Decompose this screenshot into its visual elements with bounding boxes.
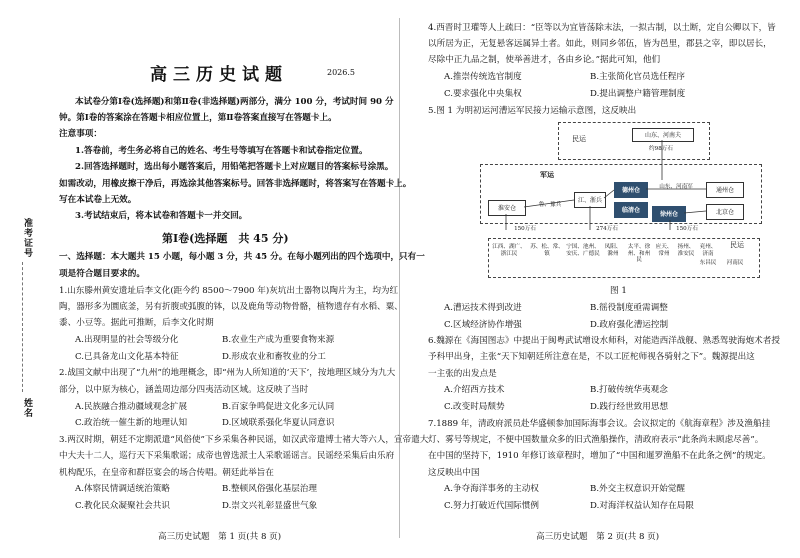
huaian-granary: 淮安仓 — [488, 200, 526, 216]
question-1-text: 黍、小豆等。据此可推断，后李文化时期 — [59, 318, 214, 328]
notes-line: 3.考试结束后，将本试卷和答题卡一并交回。 — [75, 211, 248, 221]
question-4-text: 4.西晋时卫瓘等人上疏曰：“臣等以为宜皆荡除末法，一拟古制，以土断，定自公卿以下，皆 — [428, 23, 776, 33]
question-3-text: 中大夫十二人，巡行天下采集歌谣；成帝也曾选派士人采歌谣谣言。民谣经采集后由乐府 — [59, 451, 395, 461]
q3-option-a[interactable]: A.体察民情调适统治策略 — [75, 484, 170, 494]
amount-98: 约98万石 — [649, 146, 673, 152]
section-title: 第Ⅰ卷(选择题 共 45 分) — [162, 232, 289, 245]
page-footer: 高三历史试题 第 2 页(共 8 页) — [536, 532, 660, 542]
exam-date: 2026.5 — [327, 68, 355, 77]
beijing-granary: 北京仓 — [706, 204, 744, 220]
linqing-granary: 临清仓 — [614, 202, 648, 218]
q4-option-d[interactable]: D.提出调整户籍管理制度 — [590, 89, 686, 99]
figure-caption: 图 1 — [610, 286, 627, 296]
q7-option-b[interactable]: B.外交主权意识开始觉醒 — [590, 484, 685, 494]
page-2 — [400, 0, 800, 558]
q1-option-b[interactable]: B.农业生产成为重要食物来源 — [222, 335, 335, 345]
q5-option-a[interactable]: A.漕运技术得到改进 — [444, 303, 522, 313]
lu-yu-soldiers: 鲁、豫兵 — [538, 202, 562, 208]
question-5-text: 5.图 1 为明初运河漕运军民接力运输示意图，这反映出 — [428, 106, 637, 116]
notes-line: 1.答卷前，考生务必将自己的姓名、考生号等填写在答题卡和试卷指定位置。 — [75, 146, 368, 156]
q4-option-b[interactable]: B.主张简化官员选任程序 — [590, 72, 685, 82]
xuzhou-granary: 徐州仓 — [652, 206, 686, 222]
notes-line: 2.回答选择题时，选出每小题答案后，用铅笔把答题卡上对应题目的答案标号涂黑。 — [75, 162, 394, 172]
question-7-text: 在中国的坚持下，1910 年修订该章程时，增加了“中国和暹罗渔船不在此条之例”的规定。 — [428, 451, 771, 461]
bottom-civil-transport-label: 民运 — [730, 241, 744, 249]
shandong-henan-soldiers: 山东、河南军 — [659, 184, 693, 190]
name-label: 姓名 — [22, 398, 32, 418]
question-7-text: 7.1889 年，清政府派员赴华盛顿参加国际海事会议。会议拟定的《航海章程》涉及渔船挂 — [428, 419, 771, 429]
region-cell: 凤阳、滁州 — [604, 244, 622, 257]
region-cell: 扬州、淮安民 — [677, 244, 695, 257]
amount-150-right: 150万石 — [676, 226, 698, 232]
q1-option-c[interactable]: C.已具备龙山文化基本特征 — [75, 352, 179, 362]
q2-option-b[interactable]: B.百家争鸣促进文化多元认同 — [222, 402, 335, 412]
q6-option-c[interactable]: C.改变时局颓势 — [444, 402, 505, 412]
region-cell: 太平、徐州、和州民 — [627, 244, 651, 263]
q7-option-d[interactable]: D.对海洋权益认知存在局限 — [590, 501, 694, 511]
region-cell: 宁国、池州、安庆、广德民 — [566, 244, 600, 257]
q3-option-c[interactable]: C.教化民众凝聚社会共识 — [75, 501, 170, 511]
notes-line: 钟。第Ⅰ卷的答案涂在答题卡相应位置上，第Ⅱ卷答案直接写在答题卡上。 — [59, 113, 337, 123]
question-4-text: 以所居为正，无复悬客远属异土者。如此，则同乡邻伍，皆为邑里，郡县之宰，即以居长， — [428, 39, 772, 49]
shandong-henan-laborers-box: 山东、河南夫 — [632, 128, 694, 142]
q2-option-a[interactable]: A.民族融合推动疆域观念扩展 — [75, 402, 188, 412]
q5-option-c[interactable]: C.区域经济协作增强 — [444, 320, 522, 330]
question-6-text: 6.魏源在《海国图志》中提出于闽粤武试增设水师科，对能造西洋战舰、熟悉驾驶海炮术者授 — [428, 336, 780, 346]
q1-option-a[interactable]: A.出现明显的社会等级分化 — [75, 335, 179, 345]
q3-option-d[interactable]: D.崇文兴礼彰显盛世气象 — [222, 501, 318, 511]
q2-option-c[interactable]: C.政治统一催生新的地理认知 — [75, 418, 188, 428]
q2-option-d[interactable]: D.区域联系强化华夏认同意识 — [222, 418, 335, 428]
q5-option-d[interactable]: D.政府强化漕运控制 — [590, 320, 669, 330]
bottom-civil-transport-group — [488, 238, 760, 278]
exam-number-label: 准考证号 — [22, 218, 32, 258]
question-7-text: 灯、雾号等规定，不便中国数量众多的旧式渔船操作，清政府表示“此条尚未顾虑尽善”。 — [428, 435, 764, 445]
question-2-text: 部分，以中原为核心，涵盖周边部分四夷活动区域。这反映了当时 — [59, 385, 309, 395]
q7-option-c[interactable]: C.努力打破近代国际惯例 — [444, 501, 539, 511]
question-7-text: 这反映出中国 — [428, 468, 480, 478]
dezhou-granary: 德州仓 — [614, 182, 648, 198]
amount-150-left: 150万石 — [514, 226, 536, 232]
canal-transport-diagram — [480, 120, 780, 278]
question-6-text: 一主张的出发点是 — [428, 369, 497, 379]
q7-option-a[interactable]: A.争夺海洋事务的主动权 — [444, 484, 539, 494]
q1-option-d[interactable]: D.形成农业和畜牧业的分工 — [222, 352, 326, 362]
question-2-text: 2.战国文献中出现了“九州”的地理概念，即“州为人所知道的‘天下’，按地理区域分为九大 — [59, 368, 396, 378]
exam-title: 高三历史试题 — [150, 65, 288, 85]
tongzhou-granary: 通州仓 — [706, 182, 744, 198]
notes-line: 本试卷分第Ⅰ卷(选择题)和第Ⅱ卷(非选择题)两部分，满分 100 分，考试时间 90 分 — [75, 97, 394, 107]
notes-heading: 注意事项： — [59, 129, 102, 139]
region-cell: 兖州、济南 — [699, 244, 717, 257]
amount-274: 274万石 — [596, 226, 618, 232]
q6-option-a[interactable]: A.介绍西方技术 — [444, 385, 505, 395]
notes-line: 写在本试卷上无效。 — [59, 195, 137, 205]
q6-option-b[interactable]: B.打破传统华夷观念 — [590, 385, 668, 395]
q4-option-a[interactable]: A.推崇传统选官制度 — [444, 72, 522, 82]
q3-option-b[interactable]: B.整顿风俗强化基层治理 — [222, 484, 317, 494]
question-1-text: 1.山东滕州黄安遗址后李文化(距今约 8500～7900 年)灰坑出土器物以陶片为主，均为红 — [59, 286, 399, 296]
q6-option-d[interactable]: D.践行经世致用思想 — [590, 402, 669, 412]
question-6-text: 予科甲出身，主张“天下知朝廷所注意在是，不以工匠柁师视各骑射之下”。魏源提出这 — [428, 352, 755, 362]
region-cell: 江西、湖广、浙江民 — [492, 244, 526, 257]
instructions-line: 一、选择题：本大题共 15 小题，每小题 3 分，共 45 分。在每小题列出的四个选项中，只有一 — [59, 252, 425, 262]
instructions-line: 项是符合题目要求的。 — [59, 269, 145, 279]
question-4-text: 尽除中正九品之制，使举善进才，各由乡论。”据此可知，他们 — [428, 55, 661, 65]
region-cell: 苏、松、常、镇 — [530, 244, 564, 257]
question-1-text: 陶，器形多为圜底釜，另有折腹或弧腹的钵，以及鹿角等动物骨骼，植物遗存有水稻、粟、 — [59, 302, 403, 312]
question-3-text: 3.两汉时期，朝廷不定期派遣“风俗使”下乡采集各种民谣，如汉武帝遣博士褚大等六人，宣帝遣大 — [59, 435, 429, 445]
region-cell: 河南民 — [726, 260, 744, 266]
region-cell: 应天、常州 — [655, 244, 673, 257]
q5-option-b[interactable]: B.徭役制度亟需调整 — [590, 303, 668, 313]
question-3-text: 机构配乐，在皇帝和群臣宴会的场合传唱。朝廷此举旨在 — [59, 468, 274, 478]
military-transport-label: 军运 — [540, 170, 554, 179]
jiang-zhe-soldiers: 江、浙兵 — [574, 192, 606, 208]
q4-option-c[interactable]: C.要求强化中央集权 — [444, 89, 522, 99]
top-civil-transport-label: 民运 — [572, 135, 586, 143]
notes-line: 如需改动，用橡皮擦干净后，再选涂其他答案标号。回答非选择题时，将答案写在答题卡上。 — [59, 179, 412, 189]
region-cell: 东昌民 — [699, 260, 717, 266]
page-footer: 高三历史试题 第 1 页(共 8 页) — [158, 532, 282, 542]
